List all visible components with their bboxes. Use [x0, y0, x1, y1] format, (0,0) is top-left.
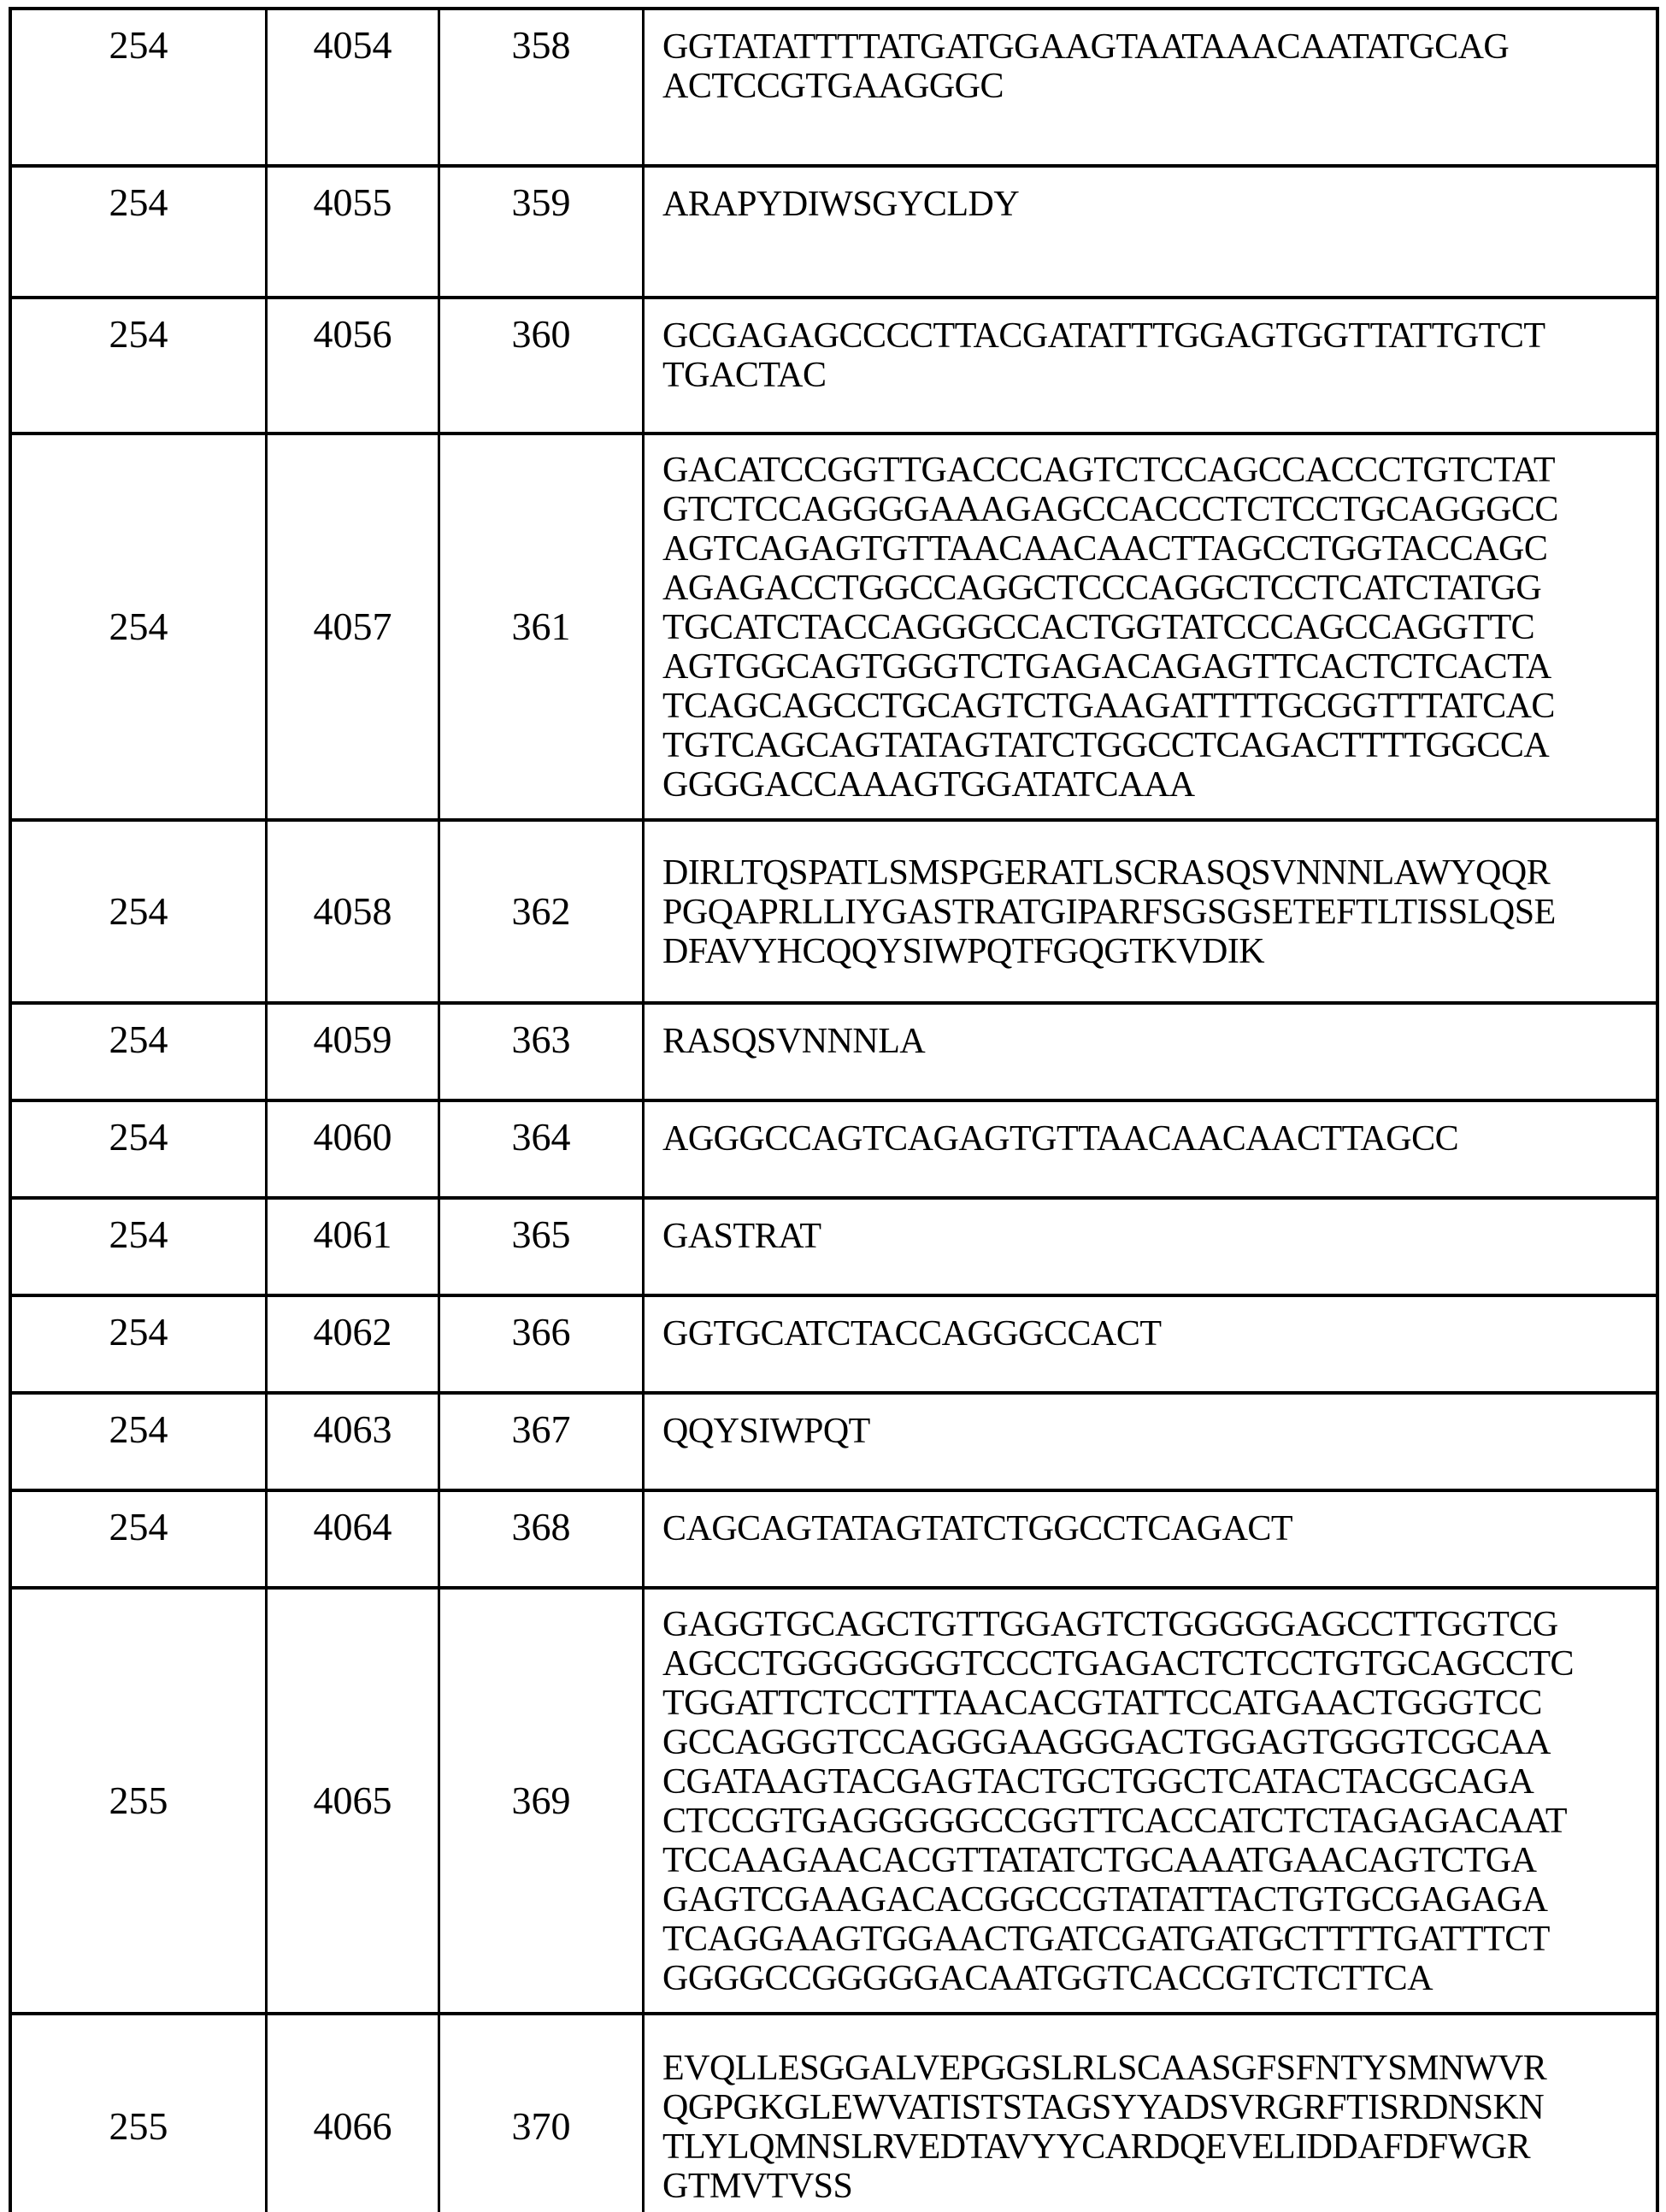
- page-number-cell: [12, 822, 268, 1001]
- seq-id-number: 4054: [313, 23, 392, 67]
- seq-id-number: 4063: [313, 1407, 392, 1451]
- page-number-cell: [12, 1005, 268, 1099]
- sequence-line: TCAGCAGCCTGCAGTCTGAAGATTTTGCGGTTTATCAC: [662, 687, 1555, 726]
- sequence-line: QQYSIWPQT: [662, 1412, 870, 1451]
- seq-id-cell: [268, 2015, 440, 2212]
- page-number: 254: [109, 1212, 168, 1256]
- table-row: [12, 1586, 1656, 2012]
- sequence-cell: [645, 2015, 1656, 2212]
- sequence-table: [9, 7, 1659, 2212]
- page-number: 254: [109, 1115, 168, 1159]
- sequence-line: GTCTCCAGGGGAAAGAGCCACCCTCTCCTGCAGGGCC: [662, 490, 1558, 529]
- seq-id-number: 4064: [313, 1505, 392, 1548]
- page-number-cell: [12, 1297, 268, 1391]
- sequence-line: GCCAGGGTCCAGGGAAGGGACTGGAGTGGGTCGCAA: [662, 1723, 1551, 1762]
- seq-id-cell: [268, 1005, 440, 1099]
- page-number-cell: [12, 299, 268, 432]
- seq-id-number: 4056: [313, 312, 392, 356]
- sequence-cell: [645, 299, 1656, 432]
- sequence-line: AGTGGCAGTGGGTCTGAGACAGAGTTCACTCTCACTA: [662, 647, 1551, 687]
- seq-id-cell: [268, 1297, 440, 1391]
- row-index-number: 368: [511, 1505, 571, 1548]
- row-index-number: 362: [511, 888, 571, 933]
- table-row: [12, 164, 1656, 296]
- table-row: [12, 1391, 1656, 1489]
- page-number-cell: [12, 1492, 268, 1586]
- row-index-cell: [440, 435, 645, 818]
- sequence-line: GTMVTVSS: [662, 2167, 853, 2206]
- seq-id-cell: [268, 168, 440, 296]
- sequence-line: GAGTCGAAGACACGGCCGTATATTACTGTGCGAGAGA: [662, 1880, 1548, 1920]
- page-number-cell: [12, 168, 268, 296]
- sequence-cell: [645, 1590, 1656, 2012]
- page-number: 254: [109, 23, 168, 67]
- row-index-cell: [440, 1395, 645, 1489]
- sequence-line: CTCCGTGAGGGGGCCGGTTCACCATCTCTAGAGACAAT: [662, 1802, 1568, 1841]
- sequence-line: PGQAPRLLIYGASTRATGIPARFSGSGSETEFTLTISSLQSE: [662, 893, 1556, 932]
- sequence-line: ARAPYDIWSGYCLDY: [662, 185, 1020, 224]
- sequence-cell: [645, 168, 1656, 296]
- row-index-cell: [440, 822, 645, 1001]
- page-number: 254: [109, 312, 168, 356]
- row-index-number: 360: [511, 312, 571, 356]
- row-index-cell: [440, 1297, 645, 1391]
- seq-id-cell: [268, 1492, 440, 1586]
- page-number-cell: [12, 10, 268, 164]
- page-number: 254: [109, 604, 168, 648]
- seq-id-number: 4061: [313, 1212, 392, 1256]
- row-index-number: 363: [511, 1018, 571, 1061]
- sequence-line: EVQLLESGGALVEPGGSLRLSCAASGFSFNTYSMNWVR: [662, 2049, 1547, 2088]
- sequence-cell: [645, 10, 1656, 164]
- table-row: [12, 10, 1656, 164]
- table-row: [12, 296, 1656, 432]
- sequence-line: GGTATATTTTATGATGGAAGTAATAAACAATATGCAG: [662, 27, 1510, 67]
- sequence-line: GGTGCATCTACCAGGGCCACT: [662, 1314, 1162, 1354]
- row-index-number: 367: [511, 1407, 571, 1451]
- sequence-line: QGPGKGLEWVATISTSTAGSYYADSVRGRFTISRDNSKN: [662, 2088, 1545, 2127]
- row-index-number: 369: [511, 1778, 571, 1822]
- sequence-line: AGTCAGAGTGTTAACAACAACTTAGCCTGGTACCAGC: [662, 529, 1548, 569]
- sequence-cell: [645, 1200, 1656, 1294]
- row-index-cell: [440, 168, 645, 296]
- sequence-cell: [645, 435, 1656, 818]
- sequence-cell: [645, 1395, 1656, 1489]
- seq-id-cell: [268, 1395, 440, 1489]
- row-index-number: 365: [511, 1212, 571, 1256]
- sequence-line: GAGGTGCAGCTGTTGGAGTCTGGGGGAGCCTTGGTCG: [662, 1605, 1558, 1644]
- page-number-cell: [12, 2015, 268, 2212]
- seq-id-number: 4060: [313, 1115, 392, 1159]
- sequence-line: GGGGCCGGGGGACAATGGTCACCGTCTCTTCA: [662, 1959, 1433, 1998]
- sequence-line: AGGGCCAGTCAGAGTGTTAACAACAACTTAGCC: [662, 1119, 1459, 1159]
- table-row: [12, 1099, 1656, 1196]
- table-row: [12, 1196, 1656, 1294]
- sequence-line: TGCATCTACCAGGGCCACTGGTATCCCAGCCAGGTTC: [662, 608, 1535, 647]
- sequence-line: CAGCAGTATAGTATCTGGCCTCAGACT: [662, 1509, 1293, 1548]
- seq-id-cell: [268, 299, 440, 432]
- sequence-line: TCAGGAAGTGGAACTGATCGATGATGCTTTTGATTTCT: [662, 1920, 1550, 1959]
- page-number: 255: [109, 2103, 168, 2148]
- row-index-cell: [440, 1200, 645, 1294]
- seq-id-cell: [268, 1102, 440, 1196]
- sequence-line: DIRLTQSPATLSMSPGERATLSCRASQSVNNNLAWYQQR: [662, 853, 1551, 893]
- seq-id-number: 4057: [313, 604, 392, 648]
- page-number-cell: [12, 1590, 268, 2012]
- page-number: 255: [109, 1778, 168, 1822]
- page-number: 254: [109, 1407, 168, 1451]
- seq-id-cell: [268, 1590, 440, 2012]
- seq-id-number: 4065: [313, 1778, 392, 1822]
- sequence-line: ACTCCGTGAAGGGC: [662, 67, 1004, 106]
- row-index-number: 366: [511, 1310, 571, 1354]
- seq-id-cell: [268, 10, 440, 164]
- page-number: 254: [109, 1310, 168, 1354]
- sequence-line: TLYLQMNSLRVEDTAVYYCARDQEVELIDDAFDFWGR: [662, 2127, 1531, 2167]
- sequence-line: TGTCAGCAGTATAGTATCTGGCCTCAGACTTTTGGCCA: [662, 726, 1550, 765]
- sequence-line: TGGATTCTCCTTTAACACGTATTCCATGAACTGGGTCC: [662, 1684, 1542, 1723]
- sequence-cell: [645, 1005, 1656, 1099]
- row-index-cell: [440, 1492, 645, 1586]
- page-number: 254: [109, 1505, 168, 1548]
- row-index-number: 364: [511, 1115, 571, 1159]
- page-number-cell: [12, 1200, 268, 1294]
- sequence-cell: [645, 1492, 1656, 1586]
- seq-id-number: 4055: [313, 180, 392, 224]
- sequence-line: TCCAAGAACACGTTATATCTGCAAATGAACAGTCTGA: [662, 1841, 1537, 1880]
- row-index-number: 358: [511, 23, 571, 67]
- row-index-cell: [440, 2015, 645, 2212]
- page-number-cell: [12, 435, 268, 818]
- seq-id-cell: [268, 435, 440, 818]
- seq-id-number: 4062: [313, 1310, 392, 1354]
- sequence-line: RASQSVNNNLA: [662, 1022, 926, 1061]
- page-number-cell: [12, 1395, 268, 1489]
- sequence-line: GCGAGAGCCCCTTACGATATTTGGAGTGGTTATTGTCT: [662, 316, 1545, 356]
- row-index-number: 361: [511, 604, 571, 648]
- row-index-cell: [440, 299, 645, 432]
- table-row: [12, 1294, 1656, 1391]
- row-index-number: 370: [511, 2103, 571, 2148]
- page-number: 254: [109, 180, 168, 224]
- sequence-line: GASTRAT: [662, 1217, 821, 1256]
- sequence-line: CGATAAGTACGAGTACTGCTGGCTCATACTACGCAGA: [662, 1762, 1534, 1802]
- row-index-cell: [440, 1102, 645, 1196]
- row-index-cell: [440, 10, 645, 164]
- sequence-cell: [645, 1297, 1656, 1391]
- table-row: [12, 1001, 1656, 1099]
- table-row: [12, 818, 1656, 1001]
- seq-id-number: 4058: [313, 888, 392, 933]
- page-number: 254: [109, 888, 168, 933]
- row-index-cell: [440, 1590, 645, 2012]
- sequence-cell: [645, 822, 1656, 1001]
- seq-id-cell: [268, 822, 440, 1001]
- table-row: [12, 2012, 1656, 2212]
- sequence-line: TGACTAC: [662, 356, 827, 395]
- seq-id-cell: [268, 1200, 440, 1294]
- seq-id-number: 4059: [313, 1018, 392, 1061]
- sequence-line: AGCCTGGGGGGGTCCCTGAGACTCTCCTGTGCAGCCTC: [662, 1644, 1575, 1684]
- sequence-line: GGGGACCAAAGTGGATATCAAA: [662, 765, 1195, 805]
- row-index-cell: [440, 1005, 645, 1099]
- row-index-number: 359: [511, 180, 571, 224]
- page-number: 254: [109, 1018, 168, 1061]
- seq-id-number: 4066: [313, 2103, 392, 2148]
- sequence-line: DFAVYHCQQYSIWPQTFGQGTKVDIK: [662, 932, 1265, 971]
- sequence-line: GACATCCGGTTGACCCAGTCTCCAGCCACCCTGTCTAT: [662, 451, 1556, 490]
- sequence-cell: [645, 1102, 1656, 1196]
- table-row: [12, 432, 1656, 818]
- page-number-cell: [12, 1102, 268, 1196]
- sequence-line: AGAGACCTGGCCAGGCTCCCAGGCTCCTCATCTATGG: [662, 569, 1542, 608]
- table-row: [12, 1489, 1656, 1586]
